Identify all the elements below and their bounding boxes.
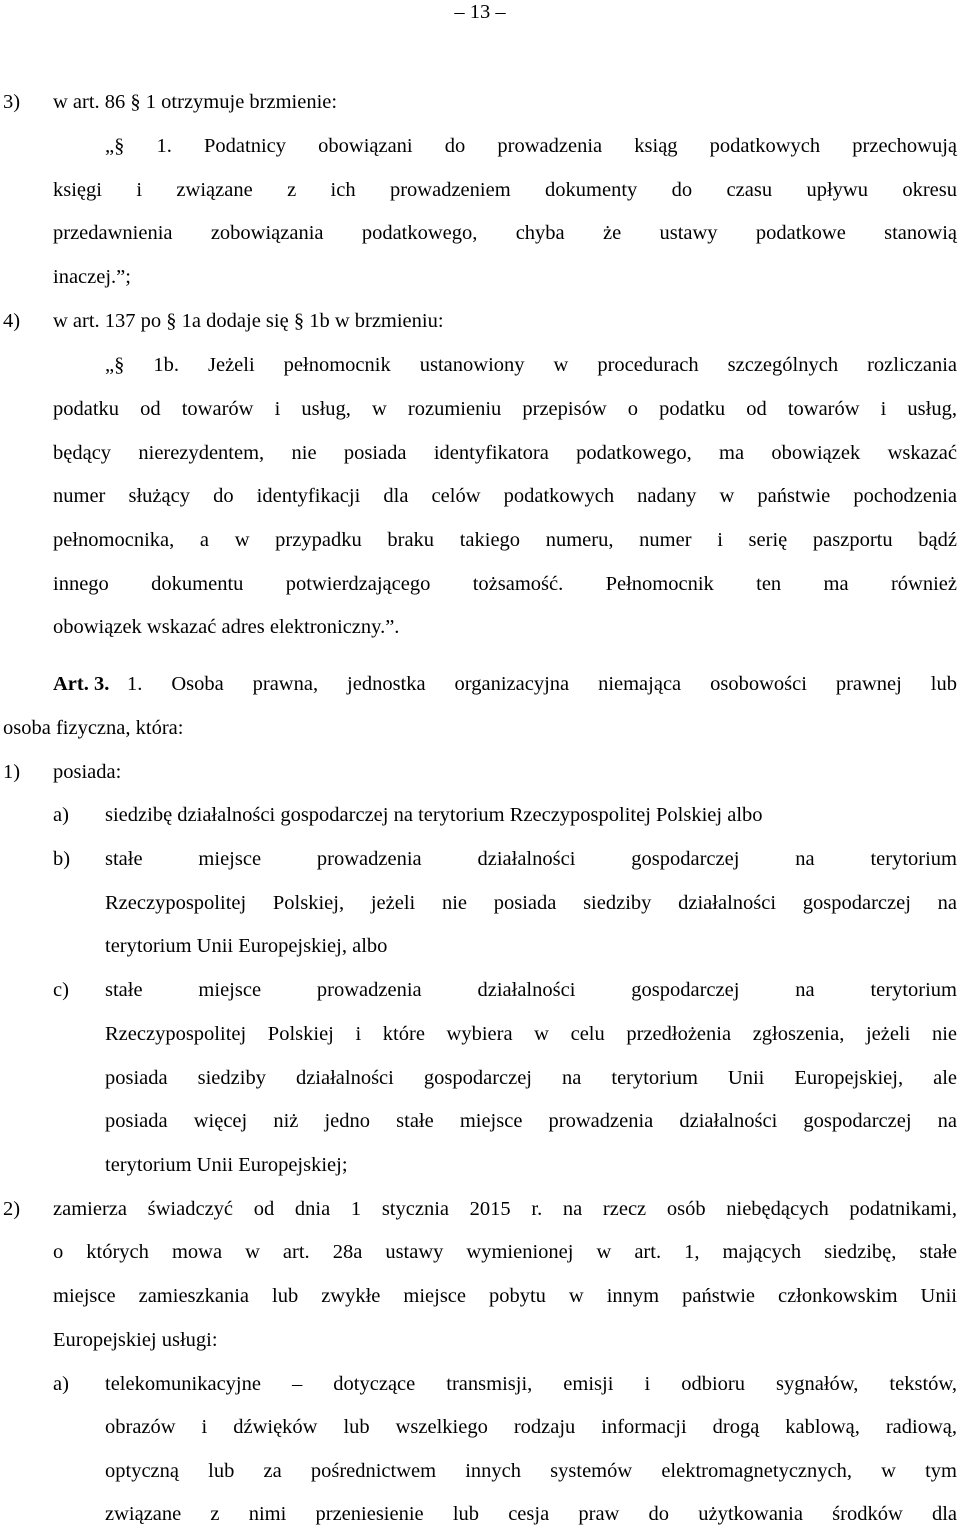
letter-b-number: b) bbox=[53, 848, 71, 870]
item-4-number: 4) bbox=[3, 310, 21, 332]
letter-a-line-1: siedzibę działalności gospodarczej na terytorium Rzeczypospolitej Polskiej albo bbox=[105, 804, 763, 826]
point-2-letter-a-line-1: telekomunikacyjne – dotyczące transmisji, emisji i odbioru sygnałów, tekstów, bbox=[105, 1373, 957, 1395]
point-2-line-2: o których mowa w art. 28a ustawy wymienionej w art. 1, mających siedzibę, stałe bbox=[53, 1241, 957, 1263]
letter-c-line-2: Rzeczypospolitej Polskiej i które wybiera w celu przedłożenia zgłoszenia, jeżeli nie bbox=[105, 1023, 957, 1045]
point-1-text: posiada: bbox=[53, 761, 122, 783]
item-4-quote-line-5: pełnomocnika, a w przypadku braku takiego numeru, numer i serię paszportu bądź bbox=[53, 529, 957, 551]
item-3-quote-line-4: inaczej.”; bbox=[53, 266, 131, 288]
letter-b-line-2: Rzeczypospolitej Polskiej, jeżeli nie posiada siedziby działalności gospodarczej na bbox=[105, 892, 957, 914]
point-2-line-3: miejsce zamieszkania lub zwykłe miejsce pobytu w innym państwie członkowskim Unii bbox=[53, 1285, 957, 1307]
item-4-intro: w art. 137 po § 1a dodaje się § 1b w brzmieniu: bbox=[53, 310, 444, 332]
letter-c-line-3: posiada siedziby działalności gospodarczej na terytorium Unii Europejskiej, ale bbox=[105, 1067, 957, 1089]
letter-a-number: a) bbox=[53, 804, 69, 826]
item-3-quote-line-2: księgi i związane z ich prowadzeniem dokumenty do czasu upływu okresu bbox=[53, 179, 957, 201]
item-4-quote-line-1: „§ 1b. Jeżeli pełnomocnik ustanowiony w procedurach szczególnych rozliczania bbox=[105, 354, 957, 376]
point-2-letter-a-line-2: obrazów i dźwięków lub wszelkiego rodzaju informacji drogą kablową, radiową, bbox=[105, 1416, 957, 1438]
letter-b-line-1: stałe miejsce prowadzenia działalności gospodarczej na terytorium bbox=[105, 848, 957, 870]
letter-b-line-3: terytorium Unii Europejskiej, albo bbox=[105, 935, 388, 957]
item-3-intro: w art. 86 § 1 otrzymuje brzmienie: bbox=[53, 91, 338, 113]
item-4-quote-line-7: obowiązek wskazać adres elektroniczny.”. bbox=[53, 616, 400, 638]
page-number: – 13 – bbox=[454, 1, 506, 23]
point-2-number: 2) bbox=[3, 1198, 21, 1220]
item-4-quote-line-3: będący nierezydentem, nie posiada identyfikatora podatkowego, ma obowiązek wskazać bbox=[53, 442, 957, 464]
point-2-line-4: Europejskiej usługi: bbox=[53, 1329, 218, 1351]
letter-c-line-1: stałe miejsce prowadzenia działalności gospodarczej na terytorium bbox=[105, 979, 957, 1001]
letter-c-number: c) bbox=[53, 979, 69, 1001]
item-4-quote-line-4: numer służący do identyfikacji dla celów podatkowych nadany w państwie pochodzenia bbox=[53, 485, 957, 507]
article-heading: Art. 3. bbox=[53, 673, 110, 695]
letter-c-line-5: terytorium Unii Europejskiej; bbox=[105, 1154, 348, 1176]
article-3-line-1: 1. Osoba prawna, jednostka organizacyjna niemająca osobowości prawnej lub bbox=[127, 673, 957, 695]
article-3-line-2: osoba fizyczna, która: bbox=[3, 717, 184, 739]
item-3-quote-line-3: przedawnienia zobowiązania podatkowego, chyba że ustawy podatkowe stanowią bbox=[53, 222, 957, 244]
point-2-letter-a-line-4: związane z nimi przeniesienie lub cesja praw do użytkowania środków dla bbox=[105, 1503, 957, 1525]
letter-c-line-4: posiada więcej niż jedno stałe miejsce prowadzenia działalności gospodarczej na bbox=[105, 1110, 957, 1132]
point-2-letter-a-line-3: optyczną lub za pośrednictwem innych systemów elektromagnetycznych, w tym bbox=[105, 1460, 957, 1482]
item-3-number: 3) bbox=[3, 91, 21, 113]
item-4-quote-line-2: podatku od towarów i usług, w rozumieniu przepisów o podatku od towarów i usług, bbox=[53, 398, 957, 420]
point-2-line-1: zamierza świadczyć od dnia 1 stycznia 2015 r. na rzecz osób niebędących podatnikami, bbox=[53, 1198, 957, 1220]
point-2-letter-a-number: a) bbox=[53, 1373, 69, 1395]
item-3-quote-line-1: „§ 1. Podatnicy obowiązani do prowadzenia ksiąg podatkowych przechowują bbox=[105, 135, 957, 157]
point-1-number: 1) bbox=[3, 761, 21, 783]
item-4-quote-line-6: innego dokumentu potwierdzającego tożsamość. Pełnomocnik ten ma również bbox=[53, 573, 957, 595]
